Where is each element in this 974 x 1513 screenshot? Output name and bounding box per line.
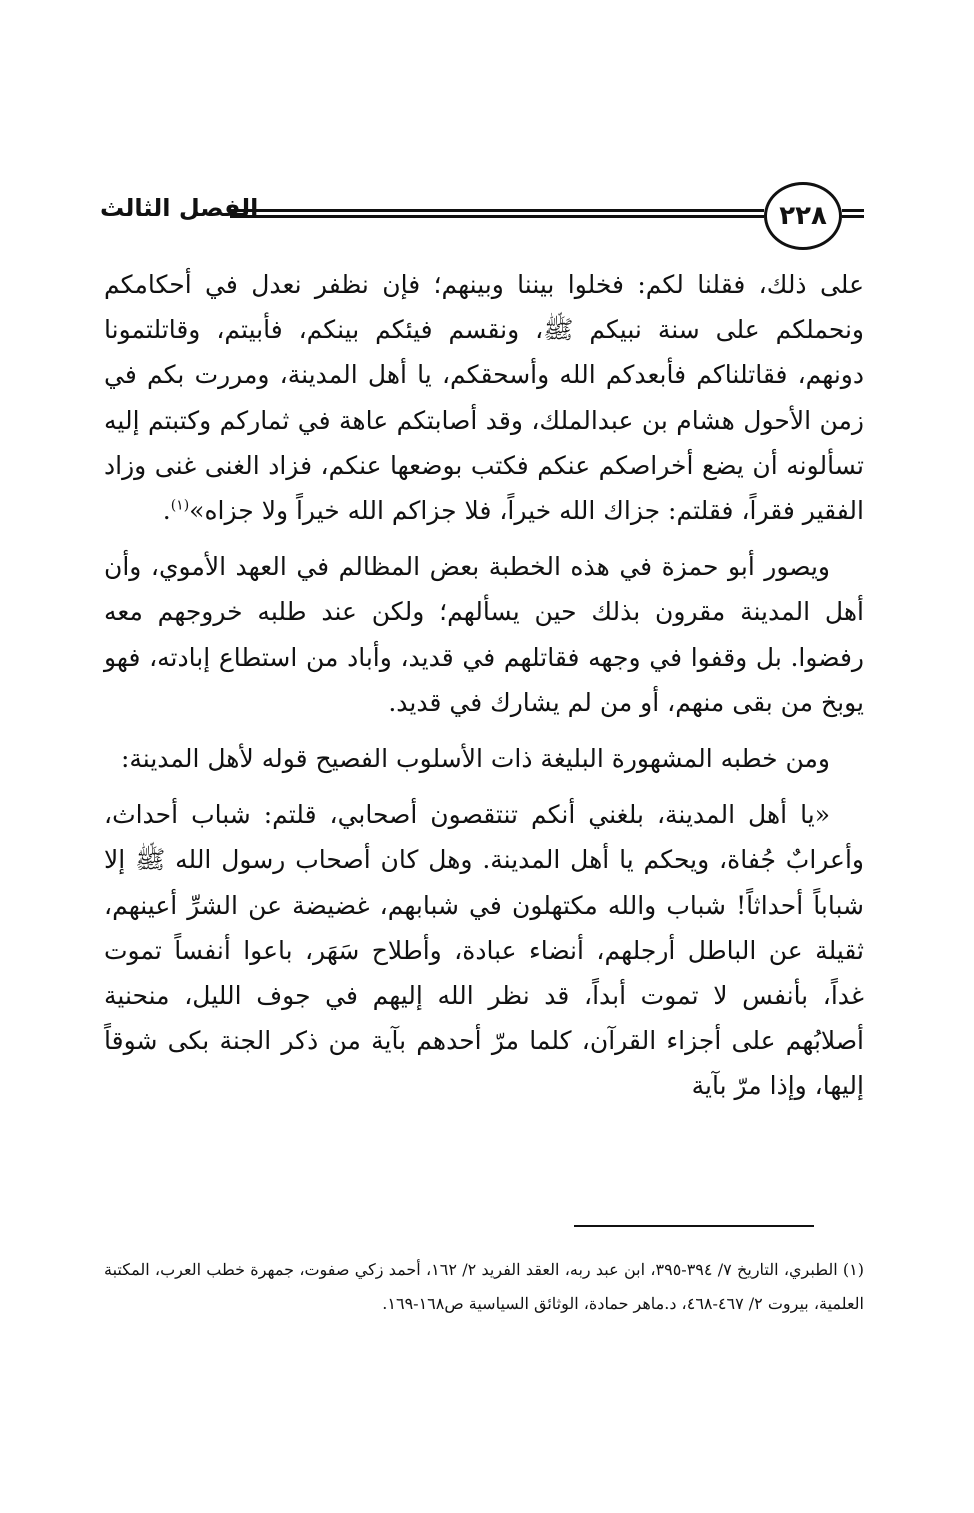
- footnote-separator: [574, 1225, 814, 1227]
- page-number: ٢٢٨: [764, 182, 842, 250]
- body-paragraph-4: «يا أهل المدينة، بلغني أنكم تنتقصون أصحابي، قلتم: شباب أحداث، وأعرابٌ جُفاة، ويحكم يا أهل المدينة. وهل كان أصحاب رسول الله ﷺ إلا شباباً أحداثاً! شباب والله مكتهلون في شبابهم، غضيضة عن الشرِّ أعينهم، ثقيلة عن الباطل أرجلهم، أنضاء عبادة، وأطلاح سَهَر، باعوا أنفساً تموت غداً، بأنفس لا تموت أبداً، قد نظر الله إليهم في جوف الليل، منحنية أصلابُهم على أجزاء القرآن، كلما مرّ أحدهم بآية من ذكر الجنة بكى شوقاً إليها، وإذا مرّ بآية: [104, 800, 864, 1101]
- body-paragraph-2: ويصور أبو حمزة في هذه الخطبة بعض المظالم في العهد الأموي، وأن أهل المدينة مقرون بذلك حين يسألهم؛ ولكن عند طلبه خروجهم معه رفضوا. بل وقفوا في وجهه فقاتلهم في قديد، وأباد من استطاع إبادته، فهو يوبخ من بقى منهم، أو من لم يشارك في قديد.: [104, 552, 864, 717]
- paragraph-text: على ذلك، فقلنا لكم: فخلوا بيننا وبينهم؛ فإن نظفر نعدل في أحكامكم ونحملكم على سنة نبيكم ﷺ، ونقسم فيئكم بينكم، فأبيتم، وقاتلتمونا دونهم، فقاتلناكم فأبعدكم الله وأسحقكم، يا أهل المدينة، ومررت بكم في زمن الأحول هشام بن عبدالملك، وقد أصابتكم عاهة في ثماركم وكتبتم إليه تسألونه أن يضع أخراصكم عنكم فكتب بوضعها عنكم، فزاد الغنى غنى وزاد الفقير فقراً، فقلتم: جزاك الله خيراً، فلا جزاكم الله خيراً ولا جزاه»: [104, 270, 864, 526]
- footnotes: [104, 1253, 864, 1321]
- chapter-title: الفصل الثالث: [100, 194, 259, 222]
- footnote-1: (١) الطبري، التاريخ ٧/ ٣٩٤-٣٩٥، ابن عبد ربه، العقد الفريد ٢/ ١٦٢، أحمد زكي صفوت، جمهرة خطب العرب، المكتبة العلمية، بيروت ٢/ ٤٦٧-٤٦٨، د.ماهر حمادة، الوثائق السياسية ص١٦٨-١٦٩.: [104, 1260, 865, 1313]
- page-body: [104, 262, 864, 1120]
- header-rule-right: [842, 209, 864, 218]
- body-paragraph-1: [104, 262, 864, 533]
- paragraph-end-mark: .: [162, 496, 171, 526]
- header-rule-left: [230, 209, 764, 218]
- page-header: [100, 182, 864, 252]
- body-paragraph-3: ومن خطبه المشهورة البليغة ذات الأسلوب الفصيح قوله لأهل المدينة:: [120, 744, 830, 774]
- footnote-reference: (١): [170, 497, 190, 514]
